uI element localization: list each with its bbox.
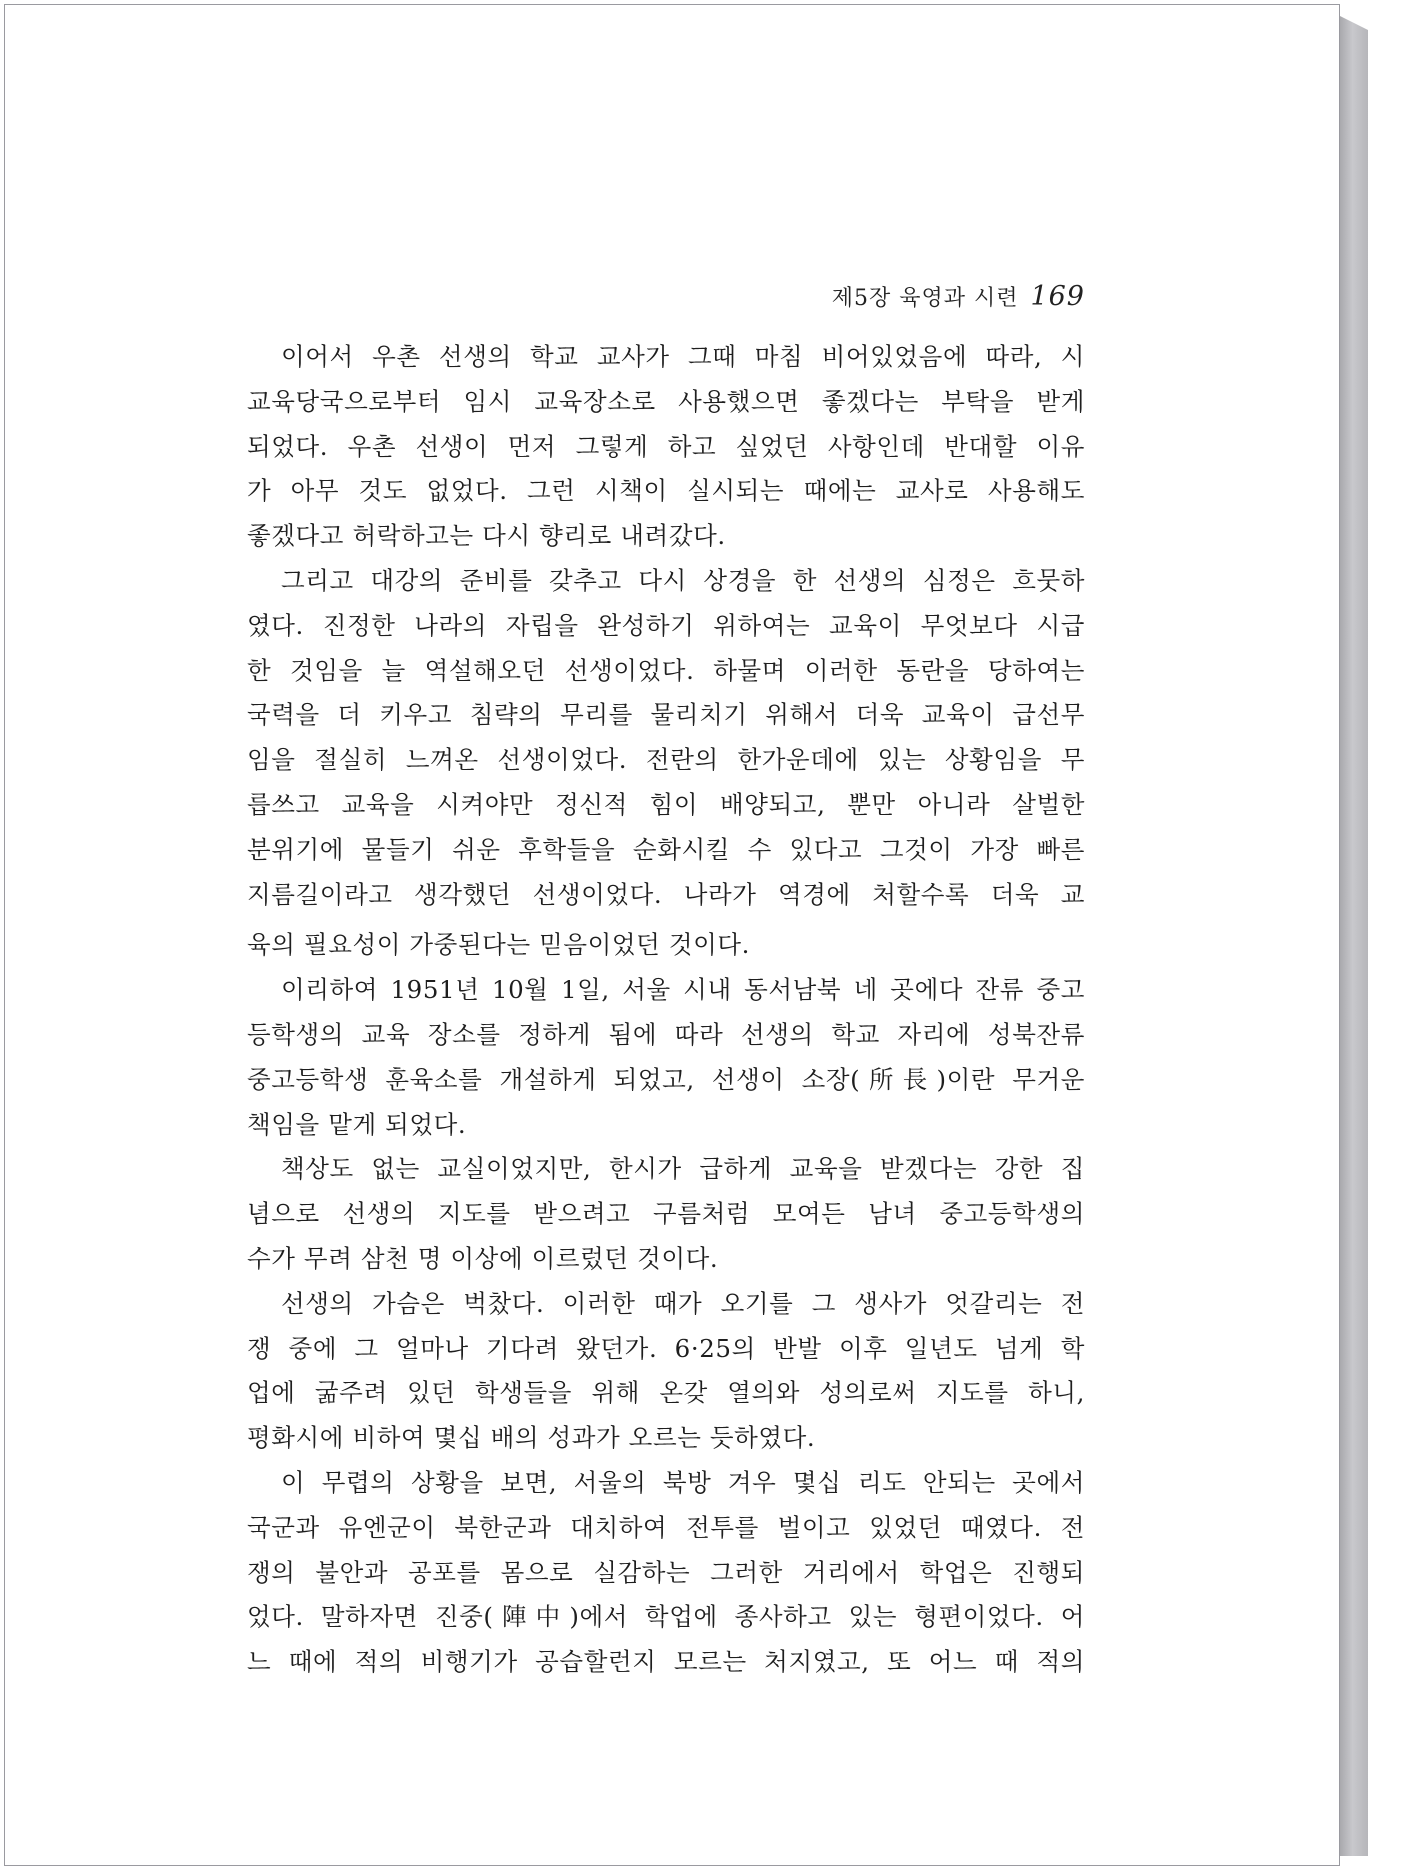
- text-line: 좋겠다고 허락하고는 다시 향리로 내려갔다.: [247, 521, 726, 551]
- text-line: 가 아무 것도 없었다. 그런 시책이 실시되는 때에는 교사로 사용해도: [247, 476, 1085, 506]
- text-line: 등학생의 교육 장소를 정하게 됨에 따라 선생의 학교 자리에 성북잔류: [247, 1019, 1085, 1049]
- text-line: 책상도 없는 교실이었지만, 한시가 급하게 교육을 받겠다는 강한 집: [281, 1154, 1085, 1184]
- text-line: 쟁의 불안과 공포를 몸으로 실감하는 그러한 거리에서 학업은 진행되: [247, 1557, 1085, 1587]
- text-line: 지름길이라고 생각했던 선생이었다. 나라가 역경에 처할수록 더욱 교: [247, 879, 1085, 909]
- text-line: 그리고 대강의 준비를 갖추고 다시 상경을 한 선생의 심정은 흐뭇하: [281, 565, 1085, 595]
- text-line: 수가 무려 삼천 명 이상에 이르렀던 것이다.: [247, 1243, 719, 1273]
- text-line: 느 때에 적의 비행기가 공습할런지 모르는 처지였고, 또 어느 때 적의: [247, 1647, 1085, 1677]
- text-line: 릅쓰고 교육을 시켜야만 정신적 힘이 배양되고, 뿐만 아니라 살벌한: [247, 789, 1085, 819]
- text-line: 임을 절실히 느껴온 선생이었다. 전란의 한가운데에 있는 상황임을 무: [247, 745, 1085, 775]
- text-line: 념으로 선생의 지도를 받으려고 구름처럼 모여든 남녀 중고등학생의: [247, 1199, 1085, 1229]
- text-line: 교육당국으로부터 임시 교육장소로 사용했으면 좋겠다는 부탁을 받게: [247, 386, 1085, 416]
- text-line: 이리하여 1951년 10월 1일, 서울 시내 동서남북 네 곳에다 잔류 중고: [281, 975, 1085, 1005]
- text-line: 중고등학생 훈육소를 개설하게 되었고, 선생이 소장(所長)이란 무거운: [247, 1064, 1085, 1094]
- chapter-title: 제5장 육영과 시련: [831, 286, 1019, 311]
- running-head: [705, 281, 1085, 312]
- text-line: 업에 굶주려 있던 학생들을 위해 온갖 열의와 성의로써 지도를 하니,: [247, 1378, 1085, 1408]
- text-line: 이 무렵의 상황을 보면, 서울의 북방 겨우 몇십 리도 안되는 곳에서: [281, 1467, 1085, 1497]
- page-stack-edge: [1340, 16, 1368, 1856]
- text-line: 국력을 더 키우고 침략의 무리를 물리치기 위해서 더욱 교육이 급선무: [247, 700, 1085, 730]
- page-number: 169: [1030, 281, 1085, 312]
- text-line: 국군과 유엔군이 북한군과 대치하여 전투를 벌이고 있었던 때였다. 전: [247, 1512, 1085, 1542]
- text-line: 이어서 우촌 선생의 학교 교사가 그때 마침 비어있었음에 따라, 시: [281, 342, 1085, 371]
- book-page: [4, 4, 1340, 1866]
- text-line: 였다. 진정한 나라의 자립을 완성하기 위하여는 교육이 무엇보다 시급: [247, 610, 1085, 640]
- text-line: 분위기에 물들기 쉬운 후학들을 순화시킬 수 있다고 그것이 가장 빠른: [247, 834, 1085, 864]
- text-line: 었다. 말하자면 진중(陣中)에서 학업에 종사하고 있는 형편이었다. 어: [247, 1602, 1085, 1632]
- text-line: 한 것임을 늘 역설해오던 선생이었다. 하물며 이러한 동란을 당하여는: [247, 655, 1085, 685]
- text-line: 쟁 중에 그 얼마나 기다려 왔던가. 6·25의 반발 이후 일년도 넘게 학: [247, 1333, 1085, 1363]
- text-line: 책임을 맡게 되었다.: [247, 1109, 467, 1139]
- body-text: [247, 335, 1085, 1685]
- text-line: 육의 필요성이 가중된다는 믿음이었던 것이다.: [247, 930, 751, 960]
- text-line: 평화시에 비하여 몇십 배의 성과가 오르는 듯하였다.: [247, 1423, 816, 1453]
- text-line: 선생의 가슴은 벅찼다. 이러한 때가 오기를 그 생사가 엇갈리는 전: [281, 1288, 1085, 1318]
- text-line: 되었다. 우촌 선생이 먼저 그렇게 하고 싶었던 사항인데 반대할 이유: [247, 431, 1085, 461]
